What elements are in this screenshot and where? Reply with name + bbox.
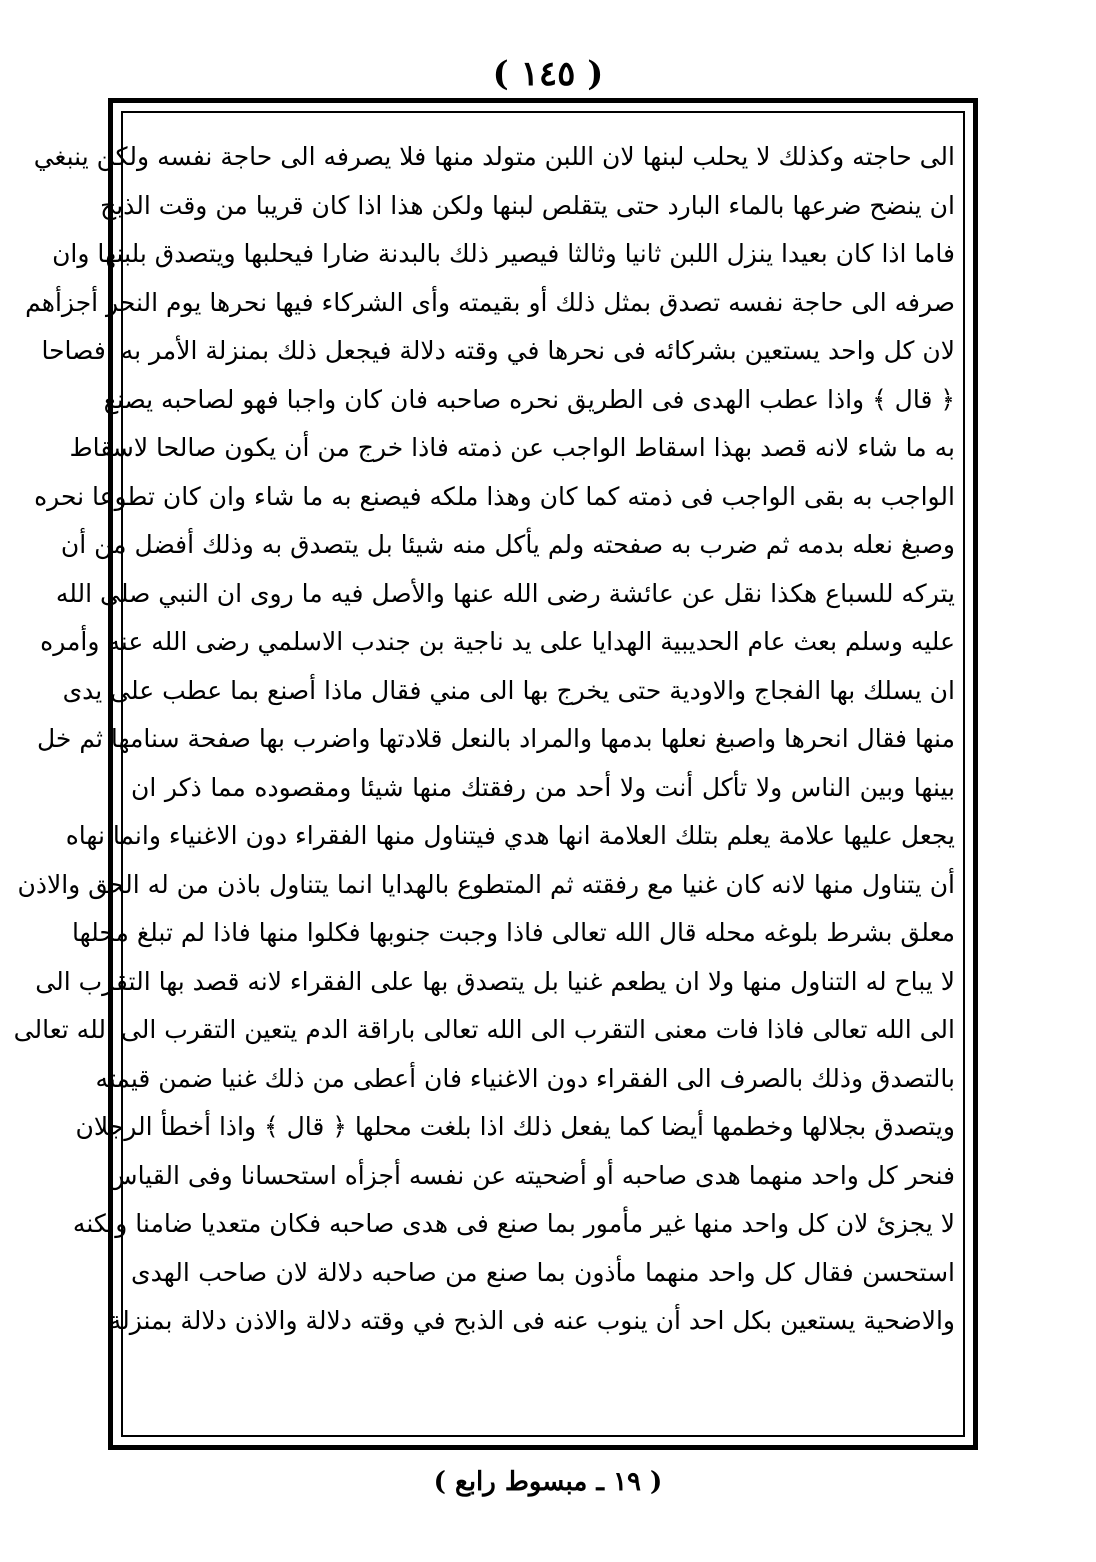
text-line: ان ينضح ضرعها بالماء البارد حتى يتقلص لبنها ولكن هذا اذا كان قريبا من وقت الذبح	[100, 190, 955, 220]
footer-signature: ( ١٩ ـ مبسوط رابع )	[433, 1467, 663, 1497]
text-line: استحسن فقال كل واحد منهما مأذون بما صنع من صاحبه دلالة لان صاحب الهدى	[131, 1257, 955, 1287]
text-line: لان كل واحد يستعين بشركائه فى نحرها في وقته دلالة فيجعل ذلك بمنزلة الأمر به افصاحا	[41, 336, 955, 365]
page-number: ( ١٤٥ )	[492, 54, 604, 94]
text-line: ﴿ قال ﴾ واذا عطب الهدى فى الطريق نحره صاحبه فان كان واجبا فهو لصاحبه يصنع	[103, 384, 955, 414]
text-line: فنحر كل واحد منهما هدى صاحبه أو أضحيته عن نفسه أجزأه استحسانا وفى القياس	[107, 1160, 955, 1190]
text-line: ان يسلك بها الفجاج والاودية حتى يخرج بها الى مني فقال ماذا أصنع بما عطب على يدى	[62, 675, 955, 705]
text-line: عليه وسلم بعث عام الحديبية الهدايا على يد ناجية بن جندب الاسلمي رضى الله عنه وأمره	[40, 627, 955, 656]
text-line: فاما اذا كان بعيدا ينزل اللبن ثانيا وثالثا فيصير ذلك بالبدنة ضارا فيحلبها ويتصدق بلبنها وان	[52, 239, 955, 268]
text-line: معلق بشرط بلوغه محله قال الله تعالى فاذا وجبت جنوبها فكلوا منها فاذا لم تبلغ محلها	[71, 918, 955, 947]
text-line: أن يتناول منها لانه كان غنيا مع رفقته ثم المتطوع بالهدايا انما يتناول باذن من له الحق والاذن	[17, 869, 955, 899]
text-line: بينها وبين الناس ولا تأكل أنت ولا أحد من رفقتك منها شيئا ومقصوده مما ذكر ان	[131, 772, 955, 802]
text-line: بالتصدق وذلك بالصرف الى الفقراء دون الاغنياء فان أعطى من ذلك غنيا ضمن قيمته	[95, 1063, 955, 1093]
text-line: الواجب به بقى الواجب فى ذمته كما كان وهذا ملكه فيصنع به ما شاء وان كان تطوعا نحره	[34, 481, 955, 511]
text-line: وصبغ نعله بدمه ثم ضرب به صفحته ولم يأكل منه شيئا بل يتصدق به وذلك أفضل من أن	[60, 530, 955, 559]
text-line: لا يباح له التناول منها ولا ان يطعم غنيا بل يتصدق بها على الفقراء لانه قصد بها التقرب الى	[35, 966, 955, 996]
page-border-outer	[13, 98, 978, 1450]
text-line: لا يجزئ لان كل واحد منها غير مأمور بما صنع فى هدى صاحبه فكان متعديا ضامنا ولكنه	[72, 1209, 955, 1238]
text-body	[13, 133, 955, 1427]
text-line: والاضحية يستعين بكل احد أن ينوب عنه فى الذبح في وقته دلالة والاذن دلالة بمنزلة	[108, 1306, 955, 1335]
text-line: يجعل عليها علامة يعلم بتلك العلامة انها هدي فيتناول منها الفقراء دون الاغنياء وانما نهاه	[65, 821, 955, 850]
text-line: منها فقال انحرها واصبغ نعلها بدمها والمراد بالنعل قلادتها واضرب بها صفحة سنامها ثم خل	[37, 724, 955, 753]
text-line: صرفه الى حاجة نفسه تصدق بمثل ذلك أو بقيمته وأى الشركاء فيها نحرها يوم النحر أجزأهم	[25, 287, 955, 317]
text-line: ويتصدق بجلالها وخطمها أيضا كما يفعل ذلك اذا بلغت محلها ﴿ قال ﴾ واذا أخطأ الرجلان	[75, 1112, 955, 1141]
page-border-inner	[13, 111, 965, 1437]
text-line: الى حاجته وكذلك لا يحلب لبنها لان اللبن متولد منها فلا يصرفه الى حاجة نفسه ولكن ينبغي	[33, 142, 955, 171]
text-line: به ما شاء لانه قصد بهذا اسقاط الواجب عن ذمته فاذا خرج من أن يكون صالحا لاسقاط	[69, 433, 955, 462]
text-line: الى الله تعالى فاذا فات معنى التقرب الى الله تعالى باراقة الدم يتعين التقرب الى الله تعالى	[13, 1015, 955, 1044]
text-line: يتركه للسباع هكذا نقل عن عائشة رضى الله عنها والأصل فيه ما روى ان النبي صلى الله	[55, 578, 955, 608]
